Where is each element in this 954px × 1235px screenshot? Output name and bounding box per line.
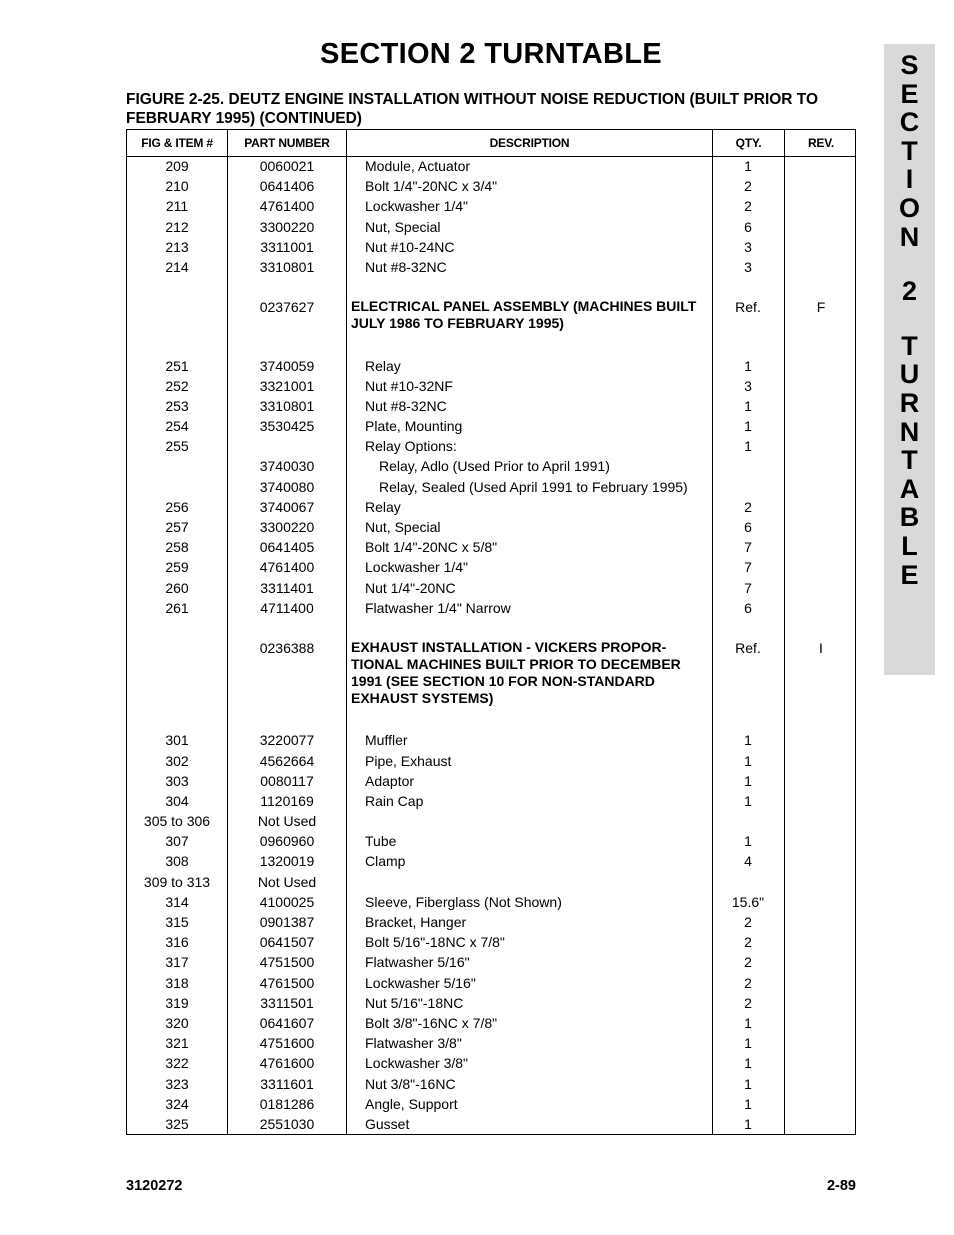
table-row	[127, 892, 855, 912]
table-row	[127, 297, 855, 335]
table-row	[127, 638, 855, 710]
description-cell: Relay	[365, 498, 401, 515]
qty-cell: 1	[744, 752, 752, 769]
description-cell: Bolt 1/4"-20NC x 5/8"	[365, 539, 498, 556]
table-row	[127, 993, 855, 1013]
part-number-cell: 3311001	[260, 238, 314, 255]
part-number-cell: 3311401	[260, 579, 314, 596]
table-row	[127, 257, 855, 277]
fig-item-cell: 320	[165, 1014, 189, 1031]
qty-cell: 3	[744, 377, 752, 394]
side-tab-letter: N	[899, 416, 920, 447]
fig-item-cell: 212	[165, 218, 189, 235]
header-qty: QTY.	[735, 136, 762, 150]
side-tab-gap	[884, 306, 935, 332]
table-row	[127, 497, 855, 517]
fig-item-cell: 252	[165, 377, 189, 394]
part-number-cell: 3321001	[259, 377, 315, 394]
document-number: 3120272	[126, 1178, 183, 1194]
part-number-cell: Not Used	[257, 873, 317, 890]
qty-cell: 1	[744, 1075, 752, 1092]
table-row	[127, 456, 855, 476]
fig-item-cell: 211	[165, 198, 189, 215]
description-cell: Pipe, Exhaust	[365, 752, 452, 769]
qty-cell: 2	[744, 954, 752, 971]
part-number-cell: 3311501	[260, 994, 314, 1011]
fig-item-cell: 303	[165, 772, 189, 789]
description-cell: Relay, Sealed (Used April 1991 to February 1995)	[379, 478, 688, 495]
qty-cell: 1	[744, 732, 752, 749]
fig-item-cell: 257	[165, 519, 189, 535]
side-tab-gap	[884, 251, 935, 277]
part-number-cell: 0641607	[259, 1014, 315, 1031]
description-cell: Module, Actuator	[365, 158, 471, 174]
table-row	[127, 396, 855, 416]
header-part-number: PART NUMBER	[244, 136, 330, 150]
part-number-cell: 4761500	[259, 974, 315, 991]
description-cell: Bolt 1/4"-20NC x 3/4"	[365, 178, 498, 195]
description-cell: Lockwasher 3/8"	[365, 1055, 469, 1072]
fig-item-cell: 318	[165, 974, 189, 991]
fig-item-cell: 308	[165, 853, 189, 870]
description-cell: Tube	[365, 833, 397, 850]
table-row	[127, 176, 855, 196]
fig-item-cell: 261	[165, 599, 189, 616]
fig-item-cell: 322	[165, 1055, 189, 1072]
side-tab-letter: I	[905, 164, 914, 195]
table-row	[127, 598, 855, 618]
part-number-cell: 2551030	[259, 1115, 315, 1132]
side-tab-letter: B	[899, 502, 920, 533]
qty-cell: 1	[744, 158, 752, 174]
part-number-cell: 1320019	[259, 853, 315, 870]
rev-cell: I	[819, 640, 823, 657]
description-cell: Angle, Support	[365, 1095, 458, 1112]
side-tab-letter: O	[898, 192, 920, 223]
part-number-cell: 3740080	[259, 478, 315, 495]
header-description: DESCRIPTION	[489, 136, 570, 150]
description-cell: Nut 3/8"-16NC	[365, 1075, 456, 1092]
qty-cell: 7	[744, 579, 752, 596]
table-row	[127, 1074, 855, 1094]
description-cell: Plate, Mounting	[365, 418, 463, 435]
qty-cell: 1	[744, 1014, 752, 1031]
table-spacer-row	[127, 277, 855, 297]
section-title: SECTION 2 TURNTABLE	[320, 38, 662, 70]
table-row	[127, 771, 855, 791]
description-cell: Bolt 3/8"-16NC x 7/8"	[365, 1014, 498, 1031]
qty-cell: 1	[744, 1055, 752, 1072]
part-number-cell: 3300220	[259, 218, 315, 235]
qty-cell: 4	[744, 853, 752, 870]
part-number-cell: 3740059	[259, 357, 315, 374]
qty-cell: 2	[744, 178, 752, 195]
side-tab-letters	[884, 51, 935, 589]
part-number-cell: 0080117	[260, 772, 314, 789]
table-row	[127, 517, 855, 537]
part-number-cell: 3300220	[259, 519, 315, 535]
part-number-cell: 3740067	[259, 498, 315, 515]
qty-cell: Ref.	[735, 640, 761, 657]
rev-cell: F	[816, 299, 826, 316]
fig-item-cell: 209	[165, 158, 189, 174]
side-tab-letter: S	[900, 50, 919, 80]
side-tab-letter: A	[899, 473, 920, 504]
table-row	[127, 912, 855, 932]
description-cell: Relay Options:	[365, 438, 457, 455]
side-tab-letter: N	[899, 221, 920, 252]
qty-cell: 7	[744, 539, 752, 556]
fig-item-cell: 317	[165, 954, 189, 971]
qty-cell: 3	[744, 238, 752, 255]
description-cell: Sleeve, Fiberglass (Not Shown)	[365, 893, 562, 910]
qty-cell: 1	[744, 792, 752, 809]
table-row	[127, 578, 855, 598]
part-number-cell: 3740030	[259, 458, 315, 475]
part-number-cell: 4751600	[259, 1035, 315, 1052]
fig-item-cell: 323	[165, 1075, 189, 1092]
description-cell: Clamp	[365, 853, 406, 870]
part-number-cell: 0641406	[259, 178, 315, 195]
description-cell: Flatwasher 1/4" Narrow	[365, 599, 511, 616]
section-side-tab	[884, 44, 935, 675]
side-tab-letter: U	[899, 359, 920, 390]
part-number-cell: 0237627	[259, 299, 315, 316]
qty-cell: 15.6"	[731, 893, 765, 910]
description-cell: Gusset	[365, 1115, 410, 1132]
table-row	[127, 557, 855, 577]
table-spacer-row	[127, 335, 855, 355]
qty-cell: 2	[744, 994, 752, 1011]
description-cell: Nut 1/4"-20NC	[365, 579, 456, 596]
qty-cell: 6	[744, 599, 752, 616]
part-number-cell: 3220077	[259, 732, 315, 749]
part-number-cell: 1120169	[260, 792, 314, 809]
fig-item-cell: 325	[165, 1115, 189, 1132]
side-tab-letter: 2	[901, 276, 918, 307]
part-number-cell: 3530425	[259, 418, 315, 435]
table-body	[127, 156, 855, 1134]
qty-cell: 1	[744, 357, 752, 374]
qty-cell: 3	[744, 258, 752, 275]
part-number-cell: 4562664	[259, 752, 315, 769]
qty-cell: 1	[744, 397, 752, 414]
table-row	[127, 872, 855, 892]
description-cell: Nut 5/16"-18NC	[365, 994, 464, 1011]
description-cell: Lockwasher 1/4"	[365, 559, 469, 576]
fig-item-cell: 210	[165, 178, 189, 195]
side-tab-letter: T	[901, 445, 918, 476]
table-row	[127, 952, 855, 972]
table-row	[127, 1033, 855, 1053]
table-row	[127, 477, 855, 497]
part-number-cell: 0641507	[259, 934, 315, 951]
description-cell: Bolt 5/16"-18NC x 7/8"	[365, 934, 505, 951]
fig-item-cell: 301	[165, 732, 189, 749]
description-cell: Nut, Special	[365, 218, 441, 235]
table-row	[127, 436, 855, 456]
description-cell: Lockwasher 5/16"	[365, 974, 476, 991]
qty-cell: 1	[744, 772, 752, 789]
part-number-cell: 0236388	[259, 640, 315, 657]
description-cell: Muffler	[365, 732, 408, 749]
qty-cell: 1	[744, 1035, 752, 1052]
qty-cell: 1	[744, 1095, 752, 1112]
table-row	[127, 217, 855, 237]
qty-cell: 6	[744, 519, 752, 535]
fig-item-cell: 305 to 306	[143, 813, 211, 830]
side-tab-letter: T	[901, 135, 918, 166]
table-spacer-row	[127, 618, 855, 638]
qty-cell: 1	[744, 438, 752, 455]
fig-item-cell: 309 to 313	[143, 873, 211, 890]
table-row	[127, 416, 855, 436]
qty-cell: 2	[744, 934, 752, 951]
fig-item-cell: 254	[165, 418, 189, 435]
table-row	[127, 791, 855, 811]
table-row	[127, 811, 855, 831]
table-row	[127, 237, 855, 257]
fig-item-cell: 315	[165, 914, 189, 930]
qty-cell: 7	[744, 559, 752, 576]
parts-table	[126, 129, 856, 1135]
fig-item-cell: 253	[165, 397, 189, 414]
qty-cell: 2	[744, 498, 752, 515]
table-row	[127, 156, 855, 176]
description-cell: EXHAUST INSTALLATION - VICKERS PROPOR-TIONAL MACHINES BUILT PRIOR TO DECEMBER 1991 (SEE SECTION 10 FOR NON-STANDARD EXHAUST SYSTEMS)	[351, 639, 681, 707]
qty-cell: 1	[744, 833, 752, 850]
part-number-cell: 0901387	[259, 914, 315, 930]
description-cell: Bracket, Hanger	[365, 914, 467, 930]
description-cell: Nut #8-32NC	[365, 397, 447, 414]
description-cell: Adaptor	[365, 772, 415, 789]
part-number-cell: 3310801	[259, 397, 315, 414]
fig-item-cell: 256	[165, 498, 189, 515]
description-cell: Nut #10-32NF	[365, 377, 453, 394]
part-number-cell: 0960960	[259, 833, 315, 850]
fig-item-cell: 316	[165, 934, 189, 951]
table-row	[127, 1053, 855, 1073]
fig-item-cell: 319	[165, 994, 189, 1011]
part-number-cell: 3310801	[259, 258, 315, 275]
fig-item-cell: 260	[165, 579, 189, 596]
page-number: 2-89	[826, 1178, 856, 1194]
description-cell: Rain Cap	[365, 792, 424, 809]
figure-title: FIGURE 2-25. DEUTZ ENGINE INSTALLATION WITHOUT NOISE REDUCTION (BUILT PRIOR TO FEBRUARY 1995) (CONTINUED)	[126, 91, 819, 127]
fig-item-cell: 321	[165, 1035, 189, 1052]
side-tab-letter: E	[900, 78, 919, 109]
table-row	[127, 1114, 855, 1134]
fig-item-cell: 213	[165, 238, 189, 255]
table-row	[127, 932, 855, 952]
description-cell: ELECTRICAL PANEL ASSEMBLY (MACHINES BUILT JULY 1986 TO FEBRUARY 1995)	[351, 298, 697, 332]
table-row	[127, 831, 855, 851]
fig-item-cell: 255	[165, 438, 189, 455]
qty-cell: Ref.	[735, 299, 761, 316]
fig-item-cell: 304	[165, 792, 189, 809]
fig-item-cell: 251	[165, 357, 189, 374]
table-row	[127, 196, 855, 216]
fig-item-cell: 302	[165, 752, 189, 769]
part-number-cell: 4751500	[259, 954, 315, 971]
description-cell: Nut, Special	[365, 519, 441, 535]
side-tab-letter: E	[900, 559, 919, 590]
side-tab-letter: T	[901, 330, 918, 361]
qty-cell: 2	[744, 914, 752, 930]
description-cell: Lockwasher 1/4"	[365, 198, 469, 215]
part-number-cell: 4761400	[259, 198, 315, 215]
part-number-cell: 4761600	[259, 1055, 315, 1072]
fig-item-cell: 214	[165, 258, 189, 275]
description-cell: Nut #10-24NC	[365, 238, 455, 255]
side-tab-letter: L	[901, 530, 918, 561]
table-row	[127, 1013, 855, 1033]
fig-item-cell: 314	[165, 893, 189, 910]
table-row	[127, 1094, 855, 1114]
qty-cell: 6	[744, 218, 752, 235]
table-row	[127, 973, 855, 993]
fig-item-cell: 259	[165, 559, 189, 576]
fig-item-cell: 258	[165, 539, 189, 556]
header-rev: REV.	[807, 136, 835, 150]
header-fig-item: FIG & ITEM #	[141, 136, 213, 150]
qty-cell: 2	[744, 198, 752, 215]
fig-item-cell: 324	[165, 1095, 189, 1112]
table-row	[127, 730, 855, 750]
table-row	[127, 376, 855, 396]
part-number-cell: 4711400	[260, 599, 314, 616]
description-cell: Flatwasher 3/8"	[365, 1035, 462, 1052]
fig-item-cell: 307	[165, 833, 189, 850]
table-row	[127, 851, 855, 871]
part-number-cell: 0181286	[259, 1095, 315, 1112]
part-number-cell: 4100025	[259, 893, 315, 910]
side-tab-letter: C	[899, 107, 920, 138]
qty-cell: 1	[744, 418, 752, 435]
part-number-cell: 0060021	[259, 158, 315, 174]
table-row	[127, 356, 855, 376]
side-tab-letter: R	[899, 387, 920, 418]
description-cell: Nut #8-32NC	[365, 258, 447, 275]
part-number-cell: 0641405	[259, 539, 315, 556]
description-cell: Relay, Adlo (Used Prior to April 1991)	[379, 458, 610, 475]
qty-cell: 2	[744, 974, 752, 991]
description-cell: Flatwasher 5/16"	[365, 954, 470, 971]
table-row	[127, 537, 855, 557]
qty-cell: 1	[744, 1115, 752, 1132]
table-spacer-row	[127, 710, 855, 730]
part-number-cell: 4761400	[259, 559, 315, 576]
part-number-cell: Not Used	[257, 813, 317, 830]
part-number-cell: 3311601	[260, 1075, 314, 1092]
description-cell: Relay	[365, 357, 401, 374]
table-row	[127, 751, 855, 771]
